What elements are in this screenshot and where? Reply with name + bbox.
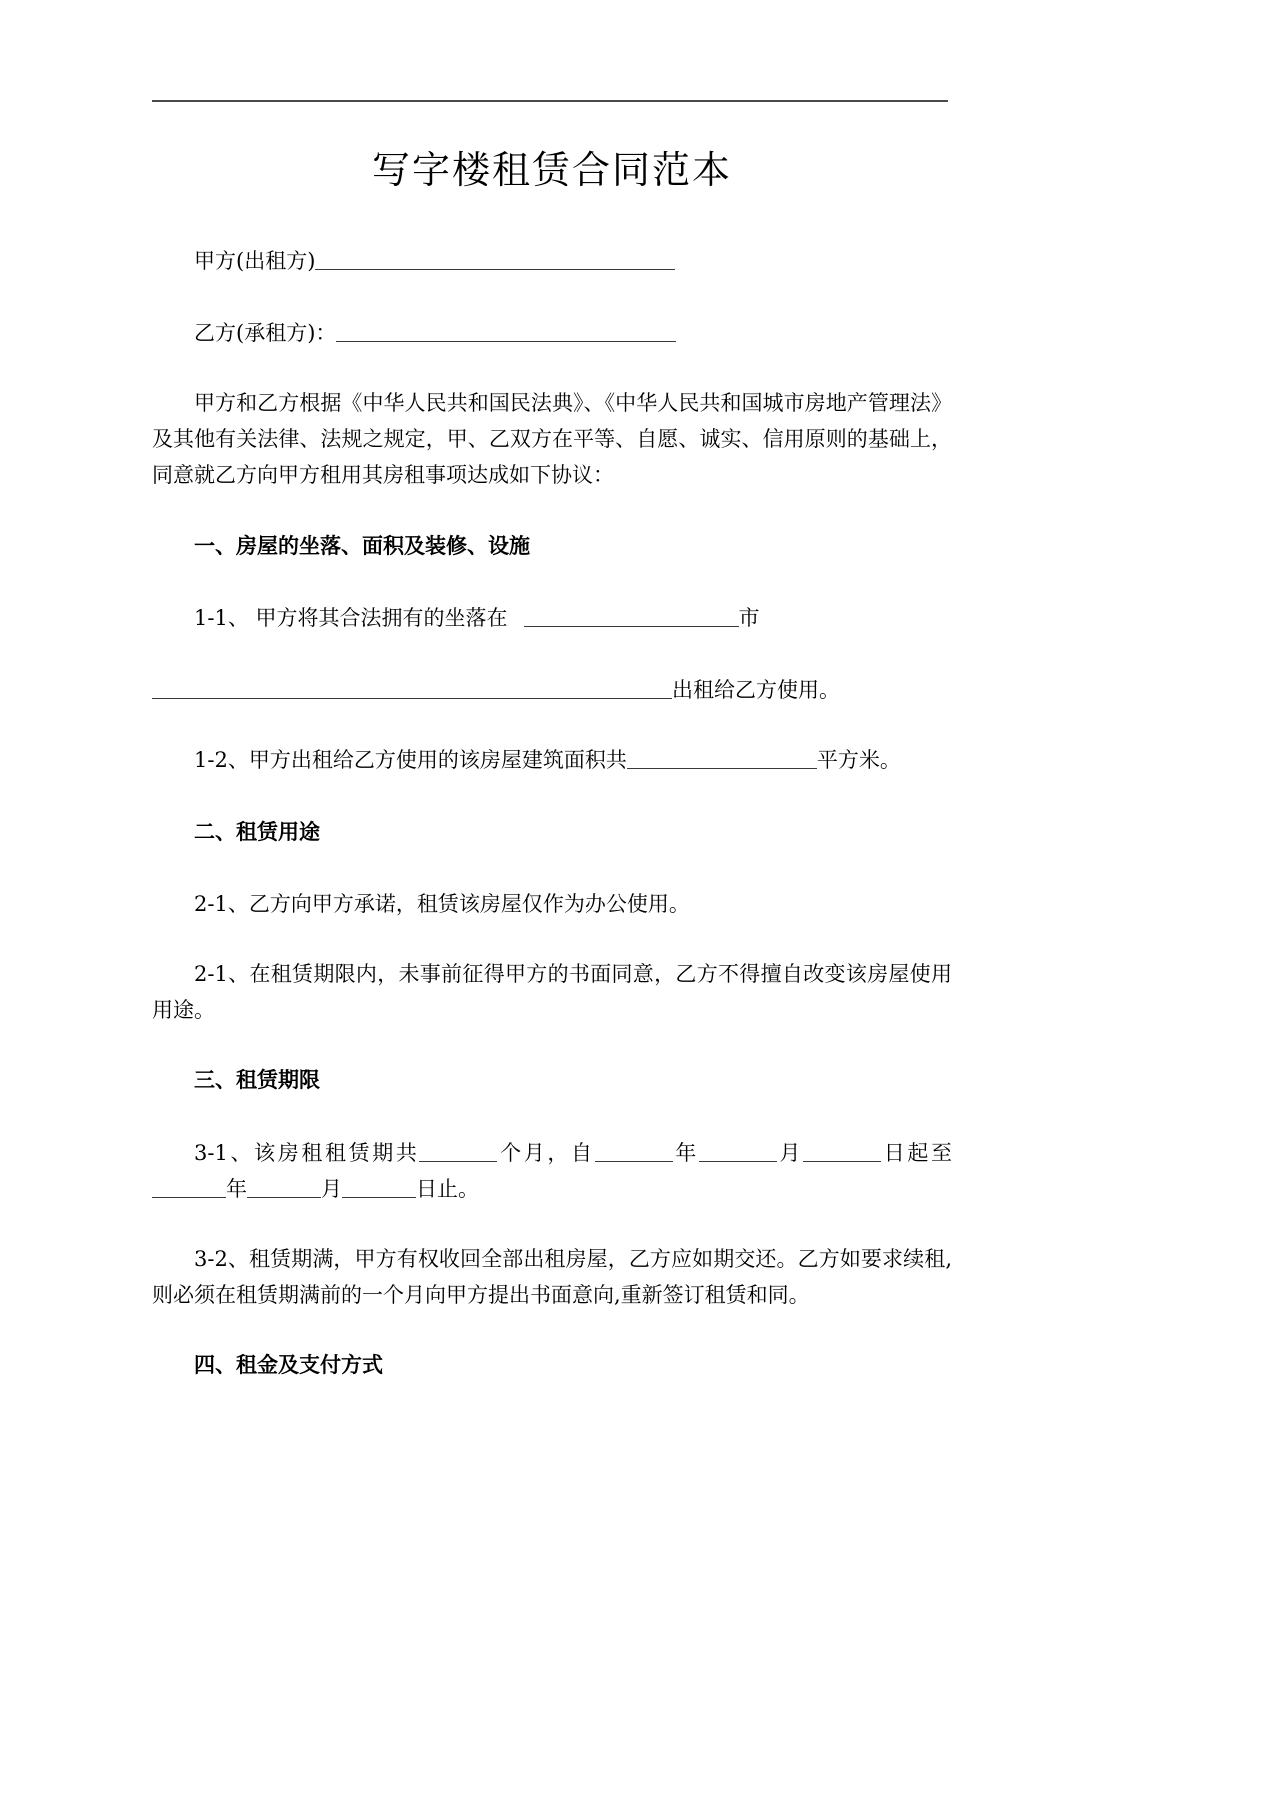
clause-1-2-text-a: 1-2、甲方出租给乙方使用的该房屋建筑面积共 xyxy=(194,747,627,772)
clause-3-1-end-month-blank[interactable] xyxy=(247,1173,321,1198)
clause-1-1-city-suffix: 市 xyxy=(738,605,760,630)
clause-3-1-start-year-blank[interactable] xyxy=(595,1136,673,1161)
clause-3-1-text-b: 个月，自 xyxy=(497,1140,595,1165)
preamble-paragraph: 甲方和乙方根据《中华人民共和国民法典》、《中华人民共和国城市房地产管理法》及其他有关法律、法规之规定，甲、乙双方在平等、自愿、诚实、信用原则的基础上，同意就乙方向甲方租用其房租事项达成如下协议： xyxy=(152,391,952,488)
section-heading-4: 四、租金及支付方式 xyxy=(194,1351,383,1377)
clause-3-1-end-day-blank[interactable] xyxy=(342,1173,416,1198)
clause-1-1-text-a: 1-1、 甲方将其合法拥有的坐落在 xyxy=(194,605,508,630)
section-heading-1: 一、房屋的坐落、面积及装修、设施 xyxy=(194,532,530,558)
clause-3-1-text-d: 月 xyxy=(776,1140,804,1165)
clause-3-1-end-year-blank[interactable] xyxy=(152,1173,226,1198)
clause-3-1-text-f: 年 xyxy=(226,1176,247,1201)
clause-1-1-text-b: 出租给乙方使用。 xyxy=(672,677,840,702)
clause-3-1-start-month-blank[interactable] xyxy=(699,1136,777,1161)
clause-2-2: 2-1、在租赁期限内，未事前征得甲方的书面同意，乙方不得擅自改变该房屋使用用途。 xyxy=(152,962,952,1023)
clause-1-1-line-1 xyxy=(152,600,952,636)
landlord-blank[interactable] xyxy=(315,245,675,270)
clause-1-1-line-2 xyxy=(152,672,952,708)
clause-3-2: 3-2、租赁期满，甲方有权收回全部出租房屋，乙方应如期交还。乙方如要求续租,则必须在租赁期满前的一个月向甲方提出书面意向,重新签订租赁和同。 xyxy=(152,1246,952,1307)
document-content xyxy=(152,128,952,1383)
section-heading-2: 二、租赁用途 xyxy=(194,818,320,844)
clause-3-1-text-h: 日止。 xyxy=(416,1176,479,1201)
clause-3-1-text-e: 日起至 xyxy=(881,1140,953,1165)
tenant-blank[interactable] xyxy=(336,317,676,342)
clause-3-1-months-blank[interactable] xyxy=(419,1136,497,1161)
tenant-label: 乙方(承租方)： xyxy=(194,321,337,346)
clause-2-1: 2-1、乙方向甲方承诺，租赁该房屋仅作为办公使用。 xyxy=(194,892,690,917)
clause-3-1-text-g: 月 xyxy=(321,1176,342,1201)
tenant-field-line xyxy=(152,315,952,351)
clause-3-1 xyxy=(152,1135,952,1207)
clause-1-2-area-blank[interactable] xyxy=(627,744,817,769)
header-divider-rule xyxy=(152,100,948,102)
clause-1-2-line xyxy=(152,742,952,778)
clause-1-1-city-blank[interactable] xyxy=(524,602,739,627)
landlord-field-line xyxy=(152,243,952,279)
clause-3-1-start-day-blank[interactable] xyxy=(803,1136,881,1161)
clause-3-1-text-a: 3-1、该房租租赁期共 xyxy=(194,1140,420,1165)
clause-1-2-text-b: 平方米。 xyxy=(816,747,901,772)
section-heading-3: 三、租赁期限 xyxy=(194,1067,320,1093)
clause-3-1-text-c: 年 xyxy=(672,1140,699,1165)
landlord-label: 甲方(出租方) xyxy=(194,249,316,273)
clause-1-1-address-blank[interactable] xyxy=(152,674,672,699)
page-title: 写字楼租赁合同范本 xyxy=(371,148,732,192)
